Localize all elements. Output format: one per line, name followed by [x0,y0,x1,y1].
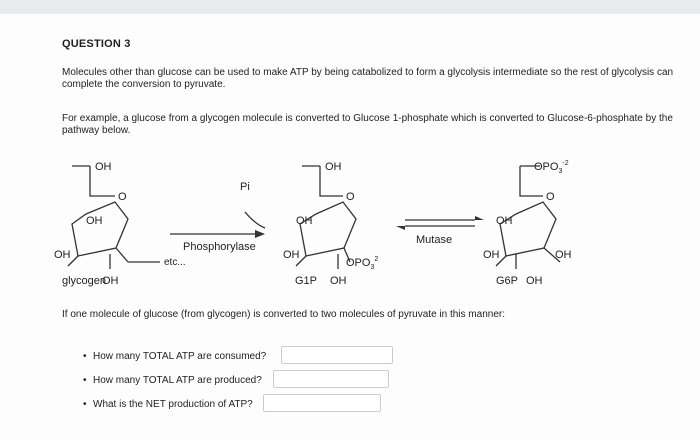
glycogen-ring-o-label: O [118,191,127,203]
mutase-label: Mutase [416,234,453,246]
g1p-oh-bottom-label: OH [330,275,347,287]
top-strip [0,0,700,15]
g1p-ch2oh-label: OH [325,161,342,173]
sub-question-label: How many TOTAL ATP are produced? [93,375,262,386]
pathway-diagram [50,154,650,304]
pi-curve [245,212,265,228]
pathway-svg [50,154,650,304]
glycogen-oh-left-label: OH [54,249,71,261]
g1p-label: G1P [295,275,318,287]
question-example: For example, a glucose from a glycogen molecule is converted to Glucose 1-phosphate which is converted to Glucose-6-phosphate by the pathway below. [62,113,673,136]
g6p-opo3-label: $OPO_3^{-2}$ [534,160,569,175]
mutase-reverse-head [396,226,405,230]
phosphorylase-label: Phosphorylase [183,241,256,253]
g6p-oh-bottom-label: OH [526,275,543,287]
glycogen-oh-label: OH [86,215,103,227]
atp-consumed-input[interactable] [281,346,393,364]
question-prompt: If one molecule of glucose (from glycogen) is converted to two molecules of pyruvate in this manner: [62,309,505,320]
atp-net-input[interactable] [263,394,381,412]
pi-label: Pi [240,181,250,193]
sub-question-label: How many TOTAL ATP are consumed? [93,351,267,362]
question-title: QUESTION 3 [62,38,131,50]
question-panel [0,14,700,440]
g6p-oh-left-label: OH [483,249,500,261]
question-intro: Molecules other than glucose can be used to make ATP by being catabolized to form a glycolysis intermediate so the rest of glycolysis can complete the conversion to pyruvate. [62,67,674,90]
g1p-ring [300,202,356,256]
bullet: • [83,375,87,386]
glycogen-ring [72,202,128,256]
g6p-ring-o-label: O [546,191,555,203]
glycogen-oh-bottom-label: OH [102,275,119,287]
bullet: • [83,399,87,410]
g1p-opo3-label: $OPO_3^2$ [346,256,379,271]
glycogen-label: glycogen [62,275,107,287]
g1p-ring-o-label: O [346,191,355,203]
glycogen-ch2oh-label: OH [95,161,112,173]
sub-question-label: What is the NET production of ATP? [93,399,253,410]
atp-produced-input[interactable] [273,370,389,388]
etc-label: etc... [164,257,186,268]
g6p-oh-right-label: OH [555,249,572,261]
g1p-oh-label: OH [296,215,313,227]
bullet: • [83,351,87,362]
mutase-forward-head [475,216,484,220]
g6p-ring [500,202,556,256]
phosphorylase-arrowhead [255,230,265,238]
g1p-oh-left-label: OH [283,249,300,261]
g6p-oh-label: OH [496,215,513,227]
g6p-label: G6P [496,275,519,287]
